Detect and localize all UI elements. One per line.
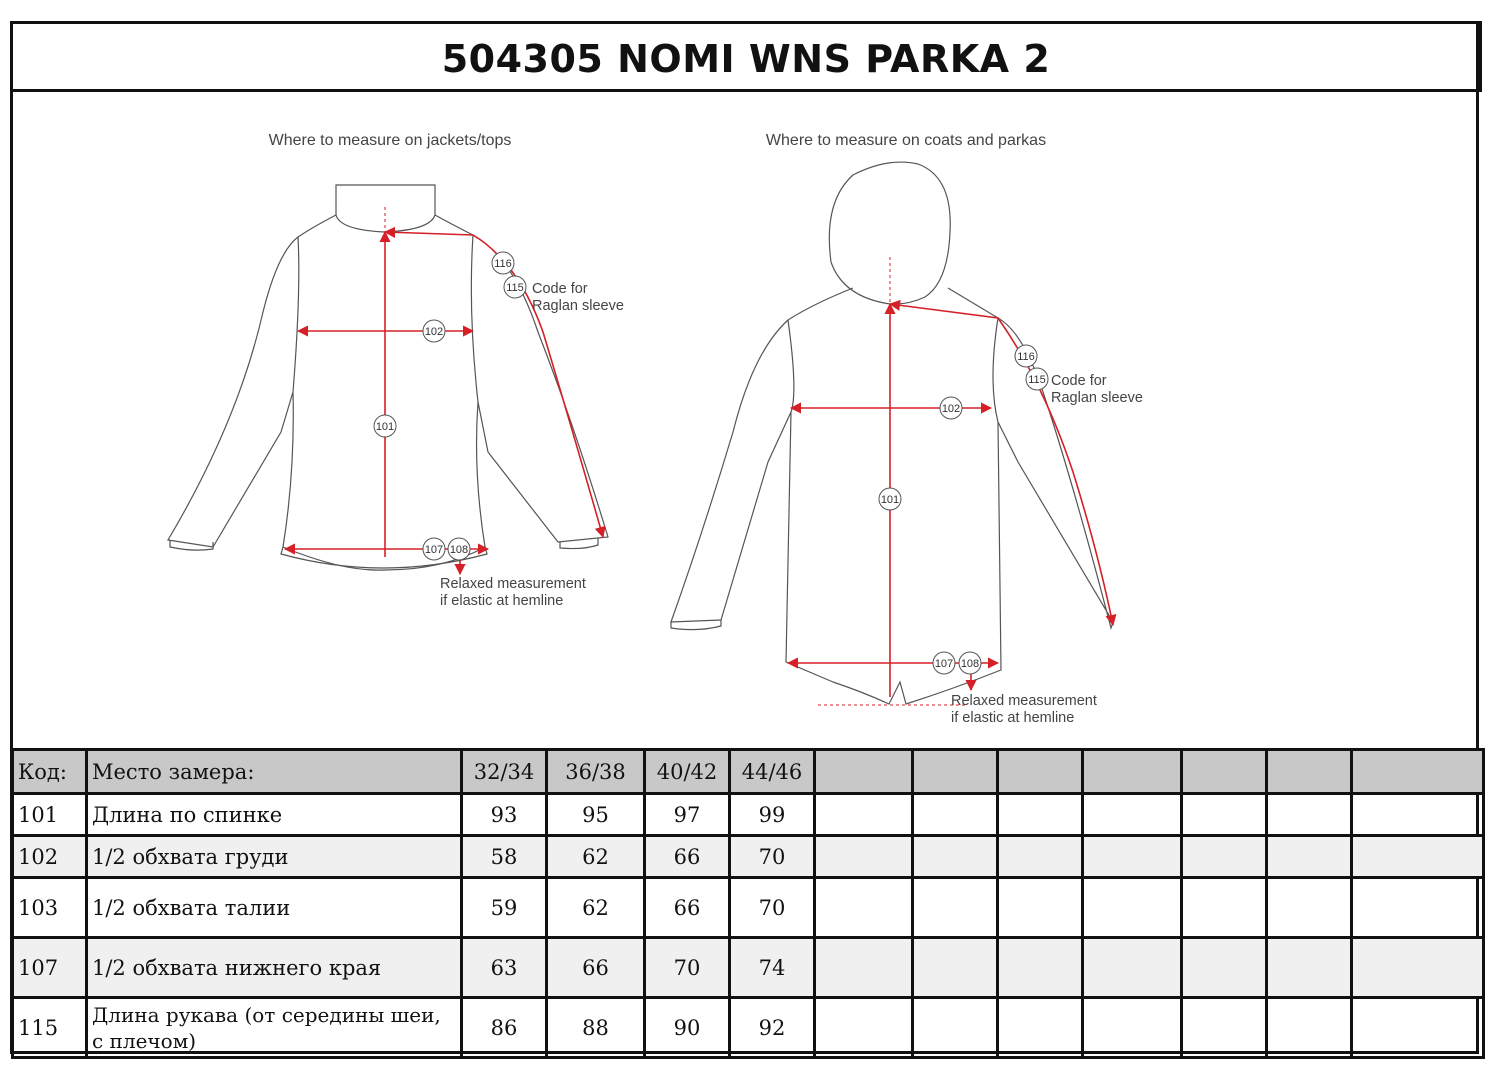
empty-cell (913, 878, 998, 938)
row-value: 62 (547, 836, 645, 878)
jacket-code-102 (423, 320, 445, 342)
row-value: 62 (547, 878, 645, 938)
empty-cell (1352, 998, 1484, 1058)
row-value: 66 (547, 938, 645, 998)
empty-cell (913, 938, 998, 998)
row-code: 102 (13, 836, 87, 878)
jacket-code-108 (448, 538, 470, 560)
row-value: 90 (645, 998, 730, 1058)
svg-text:101: 101 (880, 494, 900, 506)
jacket-code-107 (423, 538, 445, 560)
empty-cell (1182, 998, 1267, 1058)
jacket-hem-note-1: Relaxed measurement (440, 576, 586, 592)
empty-cell (998, 750, 1083, 794)
row-code: 115 (13, 998, 87, 1058)
parka-diagram (671, 132, 1143, 726)
row-value: 70 (645, 938, 730, 998)
row-value: 70 (730, 836, 815, 878)
svg-text:115: 115 (506, 282, 524, 294)
size-table (11, 748, 1485, 1059)
parka-outline-icon (671, 162, 1113, 704)
parka-code-107 (933, 652, 955, 674)
row-value: 86 (462, 998, 547, 1058)
empty-cell (1352, 836, 1484, 878)
empty-cell (815, 998, 913, 1058)
jacket-caption: Where to measure on jackets/tops (268, 132, 512, 149)
jacket-code-115 (504, 276, 526, 298)
svg-text:116: 116 (1017, 351, 1035, 363)
row-value: 66 (645, 878, 730, 938)
parka-code-108 (959, 652, 981, 674)
empty-cell (1182, 836, 1267, 878)
empty-cell (815, 750, 913, 794)
empty-cell (1352, 750, 1484, 794)
row-value: 58 (462, 836, 547, 878)
empty-cell (913, 750, 998, 794)
row-value: 93 (462, 794, 547, 836)
jacket-code-116 (492, 252, 514, 274)
row-code: 103 (13, 878, 87, 938)
empty-cell (1182, 938, 1267, 998)
empty-cell (913, 794, 998, 836)
empty-cell (1267, 998, 1352, 1058)
header-size: 36/38 (547, 750, 645, 794)
empty-cell (1267, 938, 1352, 998)
header-size: 32/34 (462, 750, 547, 794)
empty-cell (1083, 836, 1182, 878)
jacket-raglan-note-1: Code for (532, 281, 588, 297)
empty-cell (998, 878, 1083, 938)
row-value: 66 (645, 836, 730, 878)
svg-text:102: 102 (424, 326, 444, 338)
empty-cell (913, 836, 998, 878)
empty-cell (815, 878, 913, 938)
parka-code-102 (940, 397, 962, 419)
empty-cell (1352, 794, 1484, 836)
table-row (13, 878, 1484, 938)
empty-cell (1083, 878, 1182, 938)
parka-raglan-note-1: Code for (1051, 373, 1107, 389)
empty-cell (1352, 878, 1484, 938)
page-title: 504305 NOMI WNS PARKA 2 (441, 36, 1051, 81)
empty-cell (1182, 750, 1267, 794)
empty-cell (1267, 794, 1352, 836)
svg-text:115: 115 (1028, 374, 1046, 386)
empty-cell (1267, 750, 1352, 794)
empty-cell (1083, 998, 1182, 1058)
table-header-row (13, 750, 1484, 794)
row-value: 59 (462, 878, 547, 938)
row-value: 92 (730, 998, 815, 1058)
svg-text:116: 116 (494, 258, 512, 270)
jacket-hem-note-2: if elastic at hemline (440, 593, 564, 609)
row-value: 97 (645, 794, 730, 836)
svg-text:102: 102 (941, 403, 961, 415)
empty-cell (998, 998, 1083, 1058)
row-value: 88 (547, 998, 645, 1058)
jacket-code-101 (374, 415, 396, 437)
table-row (13, 998, 1484, 1058)
header-size: 44/46 (730, 750, 815, 794)
empty-cell (1083, 938, 1182, 998)
empty-cell (998, 938, 1083, 998)
empty-cell (913, 998, 998, 1058)
svg-text:107: 107 (424, 544, 444, 556)
header-code: Код: (13, 750, 87, 794)
row-place: Длина рукава (от середины шеи, с плечом) (87, 998, 462, 1058)
empty-cell (815, 938, 913, 998)
jacket-outline-icon (168, 185, 608, 570)
row-value: 99 (730, 794, 815, 836)
empty-cell (1182, 878, 1267, 938)
empty-cell (1352, 938, 1484, 998)
measurement-diagrams (13, 92, 1479, 748)
parka-code-101 (879, 488, 901, 510)
jacket-raglan-note-2: Raglan sleeve (532, 298, 624, 314)
title-bar (10, 21, 1482, 92)
parka-caption: Where to measure on coats and parkas (765, 132, 1047, 149)
row-place: Длина по спинке (87, 794, 462, 836)
row-code: 107 (13, 938, 87, 998)
parka-hem-note-2: if elastic at hemline (951, 710, 1075, 726)
svg-text:107: 107 (934, 658, 954, 670)
row-place: 1/2 обхвата талии (87, 878, 462, 938)
svg-text:101: 101 (375, 421, 395, 433)
row-value: 70 (730, 878, 815, 938)
jacket-diagram (168, 132, 624, 609)
header-place: Место замера: (87, 750, 462, 794)
empty-cell (1267, 878, 1352, 938)
parka-hem-note-1: Relaxed measurement (951, 693, 1097, 709)
empty-cell (998, 836, 1083, 878)
table-row (13, 836, 1484, 878)
row-place: 1/2 обхвата нижнего края (87, 938, 462, 998)
row-place: 1/2 обхвата груди (87, 836, 462, 878)
table-row (13, 938, 1484, 998)
empty-cell (815, 836, 913, 878)
empty-cell (998, 794, 1083, 836)
row-value: 74 (730, 938, 815, 998)
table-row (13, 794, 1484, 836)
svg-text:108: 108 (960, 658, 980, 670)
empty-cell (1267, 836, 1352, 878)
svg-text:108: 108 (449, 544, 469, 556)
empty-cell (1182, 794, 1267, 836)
row-code: 101 (13, 794, 87, 836)
row-value: 63 (462, 938, 547, 998)
empty-cell (815, 794, 913, 836)
parka-raglan-note-2: Raglan sleeve (1051, 390, 1143, 406)
empty-cell (1083, 794, 1182, 836)
header-size: 40/42 (645, 750, 730, 794)
row-value: 95 (547, 794, 645, 836)
empty-cell (1083, 750, 1182, 794)
parka-code-115 (1026, 368, 1048, 390)
parka-code-116 (1015, 345, 1037, 367)
